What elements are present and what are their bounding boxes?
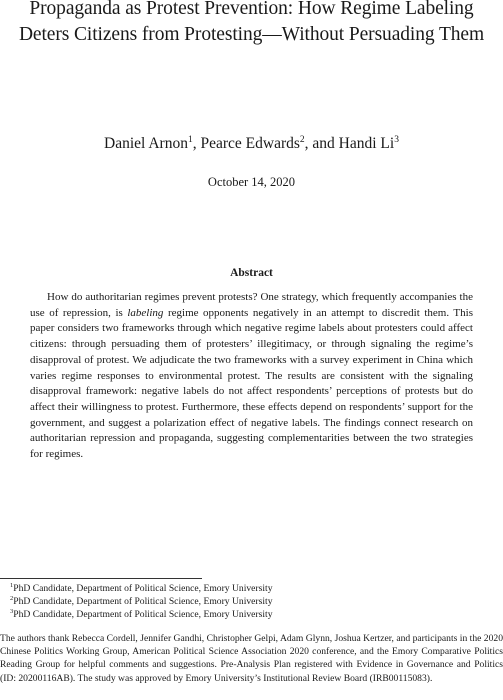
- footnote-number: 3: [10, 608, 14, 616]
- author-name: Pearce Edwards: [200, 135, 300, 152]
- paper-date: October 14, 2020: [207, 175, 296, 189]
- footnote: [0, 582, 503, 595]
- abstract-text: regime opponents negatively in an attempt to discredit them. This paper considers two frameworks through which negative regime labels about protesters could affect citizens: through persuading them of protesters’ illegitimacy, or through signaling the regime’s disapproval of protest. We adjudicate the two frameworks with a survey experiment in China which varies regime responses to environmental protest. The results are consistent with the signaling disapproval framework: negative labels do not affect respondents’ perceptions of protests but do affect their willingness to protest. Furthermore, these effects depend on respondents’ support for the government, and suggest a polarization effect of negative labels. The findings connect research on authoritarian repression and propaganda, suggesting complementarities between the two strategies for regimes.: [30, 306, 473, 461]
- title-line: Deters Citizens from Protesting—Without Persuading Them: [18, 24, 485, 45]
- acknowledgment-text: The authors thank Rebecca Cordell, Jennifer Gandhi, Christopher Gelpi, Adam Glynn, Joshua Kertzer, and participants in the 2020 Chinese Politics Working Group, American Political Science Association 2020 conference, and the Emory Comparative Politics Reading Group for helpful comments and suggestions. Pre-Analysis Plan registered with Evidence in Governance and Politics (ID: 20200116AB). The study was approved by Emory University’s Institutional Review Board (IRB00115083).: [0, 633, 503, 684]
- author-separator: , and: [304, 135, 339, 152]
- acknowledgment: [0, 632, 503, 685]
- footnote-number: 1: [10, 582, 14, 589]
- footnote-number: 2: [10, 595, 14, 603]
- author-separator: ,: [192, 135, 201, 152]
- footnote-text: PhD Candidate, Department of Political Science, Emory University: [13, 609, 273, 621]
- footnote-mark[interactable]: 3: [394, 135, 399, 145]
- author-name: Handi Li: [338, 135, 395, 152]
- footnote-divider: [0, 578, 202, 579]
- footnote-mark[interactable]: 2: [299, 135, 305, 145]
- paper-title: [0, 0, 503, 48]
- footnote-text: PhD Candidate, Department of Political Science, Emory University: [13, 596, 273, 608]
- footnote: [0, 608, 503, 621]
- abstract-emphasis: labeling: [127, 306, 164, 319]
- abstract-heading: Abstract: [230, 267, 273, 279]
- footnote-text: PhD Candidate, Department of Political Science, Emory University: [13, 583, 273, 594]
- author-name: Daniel Arnon: [104, 135, 188, 152]
- abstract-body: [30, 290, 473, 463]
- abstract-paragraph: [30, 290, 473, 463]
- footnotes: [0, 582, 503, 622]
- footnote-mark[interactable]: 1: [187, 135, 193, 145]
- author-list: [0, 134, 503, 154]
- footnote: [0, 595, 503, 608]
- abstract-text: How do authoritarian regimes prevent protests? One strategy, which frequently accompanies the use of repression, is: [30, 291, 473, 319]
- title-line: Propaganda as Protest Prevention: How Regime Labeling: [29, 0, 474, 19]
